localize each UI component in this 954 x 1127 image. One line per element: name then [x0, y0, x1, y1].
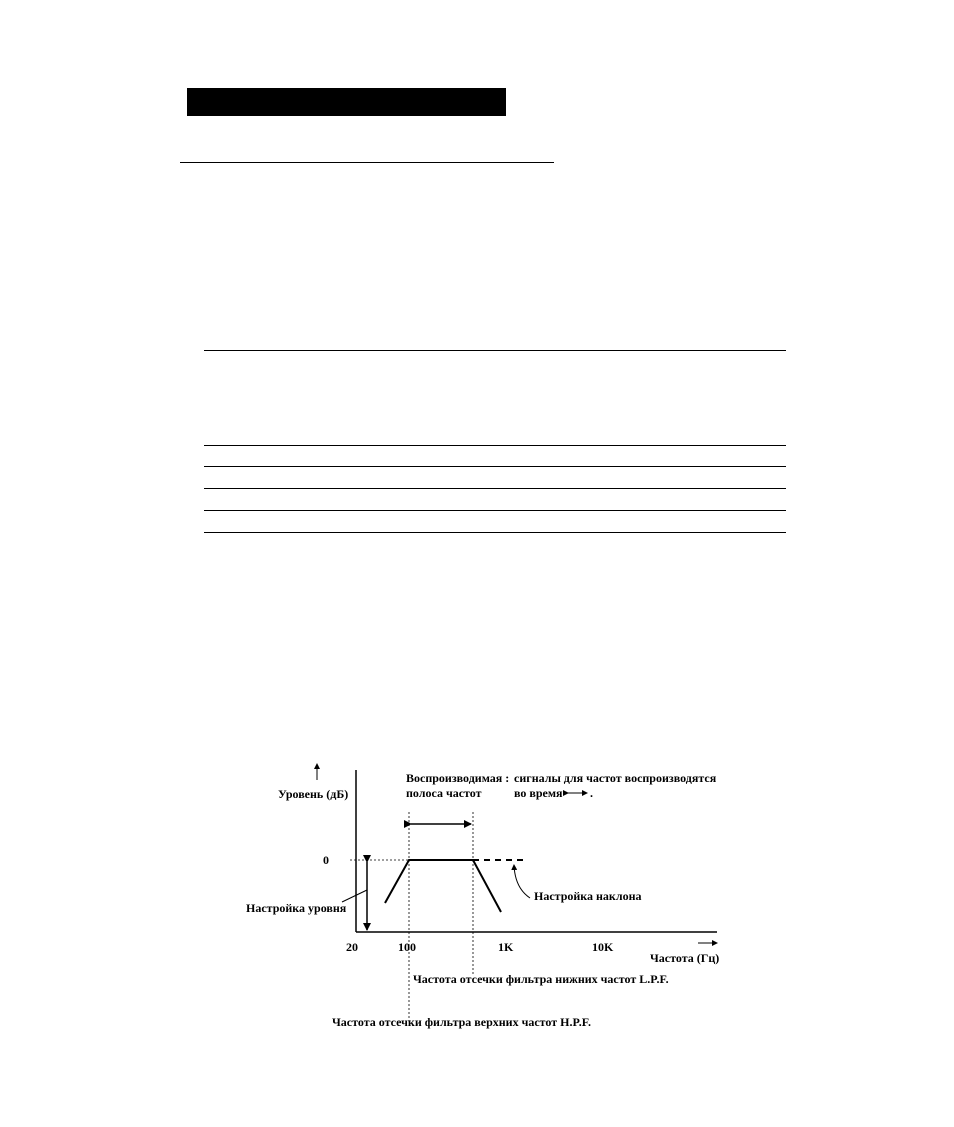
table-row-rule	[204, 445, 786, 446]
section-underline	[180, 162, 554, 163]
x-tick-label: 100	[398, 940, 416, 954]
passband-label: полоса частот	[406, 786, 482, 800]
table-top-rule	[204, 350, 786, 351]
passband-description: во время	[514, 786, 563, 800]
x-tick-label: 10K	[592, 940, 614, 954]
x-axis-label: Частота (Гц)	[650, 951, 720, 965]
slope-adjust-label: Настройка наклона	[534, 889, 642, 903]
y-axis-label: Уровень (дБ)	[278, 787, 349, 801]
level-adjust-label: Настройка уровня	[246, 901, 347, 915]
lpf-cutoff-label: Частота отсечки фильтра нижних частот L.P.F.	[413, 972, 669, 986]
filter-diagram	[230, 740, 730, 1050]
table-row-rule	[204, 510, 786, 511]
passband-description-end: .	[590, 786, 593, 800]
response-curve	[385, 860, 501, 912]
y-tick-zero: 0	[323, 853, 329, 867]
slope-adjust-arrow	[514, 865, 530, 898]
table-bottom-rule	[204, 532, 786, 533]
x-tick-label: 20	[346, 940, 358, 954]
header-bar	[187, 88, 506, 116]
hpf-cutoff-label: Частота отсечки фильтра верхних частот H.P.F.	[332, 1015, 591, 1029]
passband-description: сигналы для частот воспроизводятся	[514, 771, 717, 785]
table-row-rule	[204, 488, 786, 489]
passband-label: Воспроизводимая :	[406, 771, 510, 785]
table-row-rule	[204, 466, 786, 467]
x-tick-label: 1K	[498, 940, 514, 954]
